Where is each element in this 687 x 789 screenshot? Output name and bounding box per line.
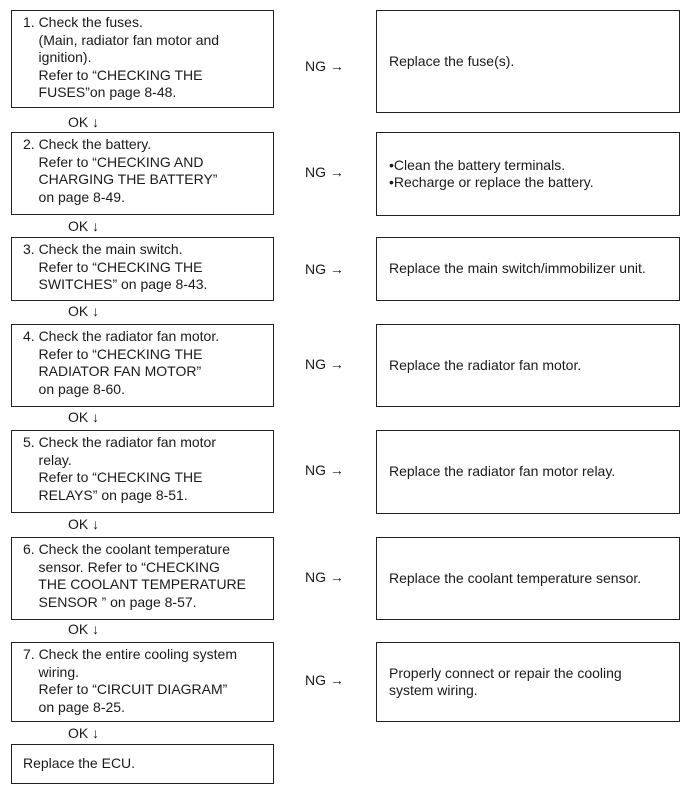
step-6-line-4: SENSOR ” on page 8-57. xyxy=(23,593,197,610)
step-1-line-2: (Main, radiator fan motor and xyxy=(23,31,220,48)
step-7-check-box xyxy=(11,642,274,722)
step-4-check-box xyxy=(11,324,274,407)
step-6-line-3: THE COOLANT TEMPERATURE xyxy=(23,576,247,592)
step-2-ok-arrow: OK ↓ xyxy=(68,218,100,234)
step-7-line-4: on page 8-25. xyxy=(23,698,125,715)
step-4-ng-arrow: NG → xyxy=(305,356,344,372)
step-5-line-2: relay. xyxy=(23,451,72,468)
step-5-remedy-line-1: Replace the radiator fan motor relay. xyxy=(389,463,616,480)
step-1-remedy-box xyxy=(376,10,680,113)
step-5-ok-arrow: OK ↓ xyxy=(68,516,100,532)
step-5-line-1: 5. Check the radiator fan motor xyxy=(23,434,216,450)
step-3-remedy-box xyxy=(376,237,680,301)
step-3-check-box xyxy=(11,237,274,301)
step-4-remedy-line-1: Replace the radiator fan motor. xyxy=(389,356,582,373)
step-3-remedy-line-1: Replace the main switch/immobilizer unit. xyxy=(389,260,646,277)
step-1-line-5: FUSES”on page 8-48. xyxy=(23,84,177,100)
step-1-line-1: 1. Check the fuses. xyxy=(23,14,143,30)
step-1-ng-arrow: NG → xyxy=(305,58,344,74)
step-7-ok-arrow: OK ↓ xyxy=(68,725,100,741)
step-5-ng-arrow: NG → xyxy=(305,462,344,478)
step-6-line-2: sensor. Refer to “CHECKING xyxy=(23,558,220,575)
step-4-ok-arrow: OK ↓ xyxy=(68,409,100,425)
step-2-remedy-line-2: •Recharge or replace the battery. xyxy=(389,174,594,190)
step-7-ng-arrow: NG → xyxy=(305,672,344,688)
step-1-check-box xyxy=(11,10,274,108)
step-3-line-2: Refer to “CHECKING THE xyxy=(23,258,203,275)
step-1-line-3: ignition). xyxy=(23,49,92,65)
step-2-line-4: on page 8-49. xyxy=(23,188,125,205)
final-step-box xyxy=(11,744,274,784)
step-3-ng-arrow: NG → xyxy=(305,261,344,277)
step-5-line-4: RELAYS” on page 8-51. xyxy=(23,486,188,503)
step-2-remedy-line-1: •Clean the battery terminals. xyxy=(389,156,566,173)
step-2-ng-arrow: NG → xyxy=(305,164,344,180)
step-6-ok-arrow: OK ↓ xyxy=(68,621,100,637)
final-step-label: Replace the ECU. xyxy=(23,755,136,772)
step-5-line-3: Refer to “CHECKING THE xyxy=(23,469,203,485)
step-4-line-1: 4. Check the radiator fan motor. xyxy=(23,328,220,344)
step-2-line-3: CHARGING THE BATTERY” xyxy=(23,171,218,187)
step-2-line-1: 2. Check the battery. xyxy=(23,136,152,152)
step-6-line-1: 6. Check the coolant temperature xyxy=(23,541,231,557)
step-6-remedy-line-1: Replace the coolant temperature sensor. xyxy=(389,569,642,586)
step-7-line-3: Refer to “CIRCUIT DIAGRAM” xyxy=(23,681,228,697)
step-7-line-2: wiring. xyxy=(23,663,80,680)
step-4-line-4: on page 8-60. xyxy=(23,380,125,397)
step-4-line-3: RADIATOR FAN MOTOR” xyxy=(23,363,202,379)
step-2-remedy-box xyxy=(376,132,680,216)
step-1-ok-arrow: OK ↓ xyxy=(68,114,100,130)
step-1-remedy-line-1: Replace the fuse(s). xyxy=(389,52,515,69)
step-6-check-box xyxy=(11,537,274,620)
step-1-line-4: Refer to “CHECKING THE xyxy=(23,66,203,83)
step-5-check-box xyxy=(11,430,274,513)
step-6-remedy-box xyxy=(376,537,680,620)
step-7-remedy-line-2: system wiring. xyxy=(389,682,478,698)
step-4-remedy-box xyxy=(376,324,680,407)
step-5-remedy-box xyxy=(376,430,680,514)
step-7-remedy-line-1: Properly connect or repair the cooling xyxy=(389,664,622,681)
step-2-line-2: Refer to “CHECKING AND xyxy=(23,153,204,170)
step-3-ok-arrow: OK ↓ xyxy=(68,303,100,319)
step-6-ng-arrow: NG → xyxy=(305,569,344,585)
step-4-line-2: Refer to “CHECKING THE xyxy=(23,345,203,362)
step-7-line-1: 7. Check the entire cooling system xyxy=(23,646,237,662)
step-2-check-box xyxy=(11,132,274,215)
step-3-line-1: 3. Check the main switch. xyxy=(23,241,183,257)
step-7-remedy-box xyxy=(376,642,680,722)
step-3-line-3: SWITCHES” on page 8-43. xyxy=(23,276,208,292)
